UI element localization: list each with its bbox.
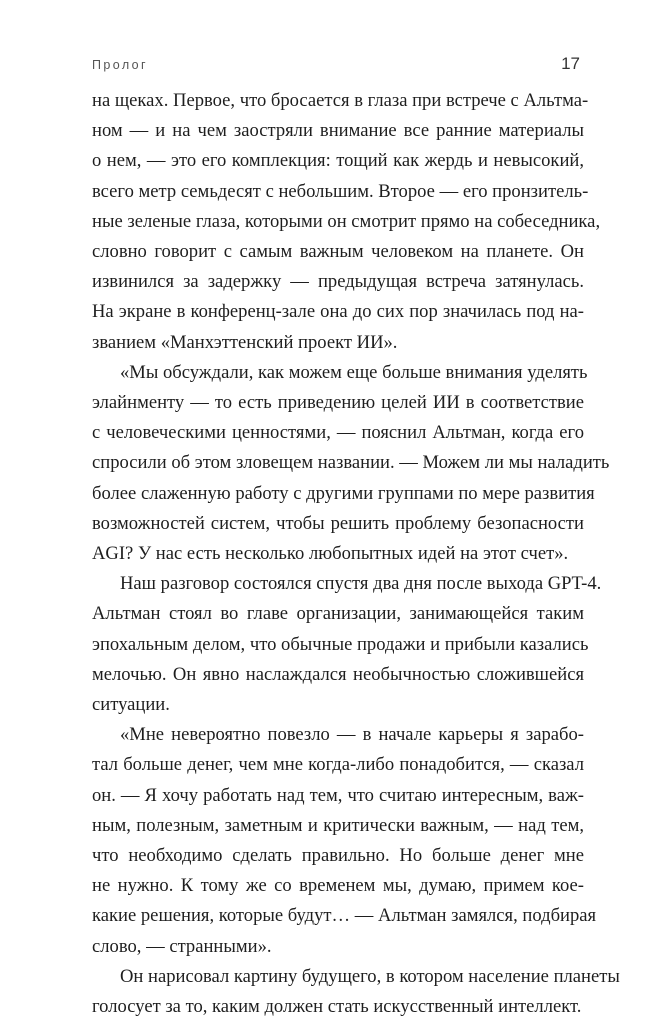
paragraph bbox=[92, 720, 597, 962]
text-line: голосует за то, каким должен стать искусственный интеллект. bbox=[92, 996, 582, 1018]
text-line: «Мне невероятно повезло — в начале карьеры я зарабо- bbox=[120, 724, 584, 746]
body-text bbox=[92, 86, 620, 1022]
text-line: что необходимо сделать правильно. Но больше денег мне bbox=[92, 845, 584, 867]
text-line: «Мы обсуждали, как можем еще больше внимания уделять bbox=[120, 361, 588, 383]
text-line: словно говорит с самым важным человеком на планете. Он bbox=[92, 241, 584, 263]
text-line: тал больше денег, чем мне когда-либо понадобится, — сказал bbox=[92, 754, 584, 776]
text-line: не нужно. К тому же со временем мы, думаю, примем кое- bbox=[92, 875, 584, 897]
paragraph bbox=[92, 86, 601, 358]
text-line: спросили об этом зловещем названии. — Можем ли мы наладить bbox=[92, 452, 610, 474]
text-line: AGI? У нас есть несколько любопытных идей на этот счет». bbox=[92, 543, 569, 565]
page-number: 17 bbox=[561, 54, 580, 73]
paragraph bbox=[92, 962, 620, 1022]
text-line: На экране в конференц-зале она до сих пор значилась под на- bbox=[92, 301, 584, 323]
text-line: Он нарисовал картину будущего, в котором население планеты bbox=[120, 965, 620, 987]
text-line: всего метр семьдесят с небольшим. Второе — его пронзитель- bbox=[92, 180, 589, 202]
paragraph bbox=[92, 358, 610, 569]
text-line: возможностей систем, чтобы решить проблему безопасности bbox=[92, 512, 584, 534]
text-line: званием «Манхэттенский проект ИИ». bbox=[92, 331, 398, 353]
text-line: извинился за задержку — предыдущая встреча затянулась. bbox=[92, 271, 584, 293]
text-line: о нем, — это его комплекция: тощий как жердь и невысокий, bbox=[92, 150, 584, 172]
text-line: ситуации. bbox=[92, 694, 170, 716]
text-line: на щеках. Первое, что бросается в глаза при встрече с Альтма- bbox=[92, 90, 589, 111]
text-line: эпохальным делом, что обычные продажи и прибыли казались bbox=[92, 633, 589, 655]
text-line: Альтман стоял во главе организации, занимающейся таким bbox=[92, 603, 584, 625]
paragraph bbox=[92, 569, 602, 720]
text-line: мелочью. Он явно наслаждался необычностью сложившейся bbox=[92, 663, 584, 685]
text-line: Наш разговор состоялся спустя два дня после выхода GPT-4. bbox=[120, 573, 602, 595]
text-line: более слаженную работу с другими группами по мере развития bbox=[92, 482, 595, 504]
text-line: слово, — странными». bbox=[92, 935, 272, 957]
text-line: с человеческими ценностями, — пояснил Альтман, когда его bbox=[92, 422, 584, 444]
running-head: Пролог bbox=[92, 58, 148, 72]
text-line: ном — и на чем заостряли внимание все ранние материалы bbox=[92, 120, 584, 142]
text-line: элайнменту — то есть приведению целей ИИ в соответствие bbox=[92, 392, 584, 414]
text-line: ные зеленые глаза, которыми он смотрит прямо на собеседника, bbox=[92, 210, 601, 232]
text-line: он. — Я хочу работать над тем, что считаю интересным, важ- bbox=[92, 784, 584, 806]
text-line: какие решения, которые будут… — Альтман замялся, подбирая bbox=[92, 905, 597, 927]
text-line: ным, полезным, заметным и критически важным, — над тем, bbox=[92, 814, 584, 836]
